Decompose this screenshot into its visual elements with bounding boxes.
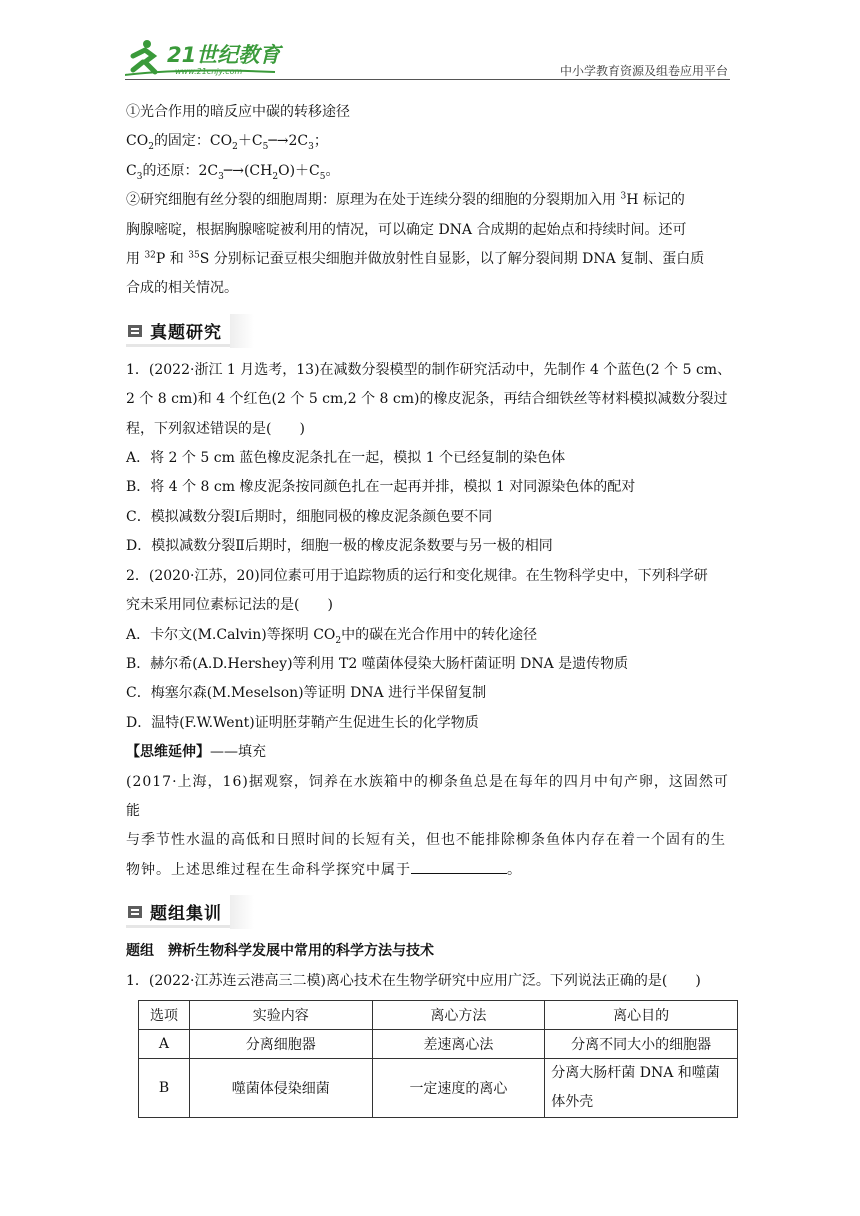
extension-line-2: 与季节性水温的高低和日照时间的长短有关，但也不能排除柳条鱼体内存在着一个固有的生 xyxy=(126,832,726,849)
extension-line-1: (2017·上海，16)据观察，饲养在水族箱中的柳条鱼总是在每年的四月中旬产卵，这固然可能 xyxy=(126,773,729,819)
extension-heading: 【思维延伸】——填充 xyxy=(126,744,266,761)
section-heading-zhenti xyxy=(126,314,738,348)
table-header-cell: 选项 xyxy=(139,1000,190,1029)
q1-line-3: 程，下列叙述错误的是( ) xyxy=(126,420,305,437)
q2-line-1: 2．(2020·江苏，20)同位素可用于追踪物质的运行和变化规律。在生物科学史中，下列科学研 xyxy=(126,567,708,584)
section-heading-tizu xyxy=(126,895,738,929)
section-list-icon xyxy=(128,325,142,337)
q3-line-1: 1．(2022·江苏连云港高三二模)离心技术在生物学研究中应用广泛。下列说法正确的是( ) xyxy=(126,972,701,989)
q2-option-d: D．温特(F.W.Went)证明胚芽鞘产生促进生长的化学物质 xyxy=(126,714,479,731)
intro-line-7: 合成的相关情况。 xyxy=(126,280,238,297)
section-title: 真题研究 xyxy=(150,322,222,343)
section-title: 题组集训 xyxy=(150,904,222,925)
table-header-cell: 实验内容 xyxy=(189,1000,372,1029)
q1-option-c: C．模拟减数分裂Ⅰ后期时，细胞同极的橡皮泥条颜色要不同 xyxy=(126,508,493,525)
svg-text:www.21cnjy.com: www.21cnjy.com xyxy=(175,67,243,76)
q1-option-a: A．将 2 个 5 cm 蓝色橡皮泥条扎在一起，模拟 1 个已经复制的染色体 xyxy=(126,450,566,467)
21cnjy-logo xyxy=(125,38,285,78)
table-cell: 分离不同大小的细胞器 xyxy=(545,1029,738,1058)
table-cell: 一定速度的离心 xyxy=(372,1058,545,1117)
intro-line-5: 胸腺嘧啶，根据胸腺嘧啶被利用的情况，可以确定 DNA 合成期的起始点和持续时间。还可 xyxy=(126,221,687,238)
table-cell: B xyxy=(139,1058,190,1117)
table-cell: 噬菌体侵染细菌 xyxy=(189,1058,372,1117)
table-header-row xyxy=(139,1000,738,1029)
extension-line-3: 物钟。上述思维过程在生命科学探究中属于 。 xyxy=(126,856,738,885)
header-divider xyxy=(125,79,730,80)
answer-blank[interactable] xyxy=(411,859,507,874)
intro-line-1: ①光合作用的暗反应中碳的转移途径 xyxy=(126,104,350,120)
svg-text:21世纪教育: 21世纪教育 xyxy=(167,43,281,67)
q1-option-d: D．模拟减数分裂Ⅱ后期时，细胞一极的橡皮泥条数要与另一极的相同 xyxy=(126,538,553,555)
table-row xyxy=(139,1029,738,1058)
intro-line-2: $CO_2$的固定：$CO_2+C_5─\to 2C_3$； xyxy=(126,133,328,153)
page-content xyxy=(126,98,738,1118)
q1-line-1: 1．(2022·浙江 1 月选考，13)在减数分裂模型的制作研究活动中，先制作 4 个蓝色(2 个 5 cm、 xyxy=(126,361,732,378)
platform-name: 中小学教育资源及组卷应用平台 xyxy=(559,64,728,78)
q2-option-b: B．赫尔希(A.D.Hershey)等利用 T2 噬菌体侵染大肠杆菌证明 DNA 是遗传物质 xyxy=(126,655,629,672)
q2-line-2: 究未采用同位素标记法的是( ) xyxy=(126,597,333,614)
page-header xyxy=(125,30,730,80)
intro-line-4: ②研究细胞有丝分裂的细胞周期：原理为在处于连续分裂的细胞的分裂期加入用 $^3$H 标记的 xyxy=(126,191,685,209)
q2-option-c: C．梅塞尔森(M.Meselson)等证明 DNA 进行半保留复制 xyxy=(126,685,487,702)
q1-line-2: 2 个 8 cm)和 4 个红色(2 个 5 cm,2 个 8 cm)的橡皮泥条，再结合细铁丝等材料模拟减数分裂过 xyxy=(126,391,728,408)
table-cell: 分离细胞器 xyxy=(189,1029,372,1058)
table-header-cell: 离心目的 xyxy=(545,1000,738,1029)
table-cell: A xyxy=(139,1029,190,1058)
table-row xyxy=(139,1058,738,1117)
table-cell: 差速离心法 xyxy=(372,1029,545,1058)
q1-option-b: B．将 4 个 8 cm 橡皮泥条按同颜色扎在一起再并排，模拟 1 对同源染色体的配对 xyxy=(126,479,636,496)
group-title: 题组 辨析生物科学发展中常用的科学方法与技术 xyxy=(126,943,434,960)
intro-line-6: 用 $^{32}$P 和 $^{35}$S 分别标记蚕豆根尖细胞并做放射性自显影，以了解分裂间期 DNA 复制、蛋白质 xyxy=(126,250,705,268)
table-cell: 分离大肠杆菌 DNA 和噬菌 体外壳 xyxy=(545,1058,738,1117)
q2-option-a: A．卡尔文(M.Calvin)等探明 $CO_2$中的碳在光合作用中的转化途径 xyxy=(126,626,538,646)
table-header-cell: 离心方法 xyxy=(372,1000,545,1029)
section-list-icon xyxy=(128,906,142,918)
centrifuge-table xyxy=(138,1000,738,1118)
intro-line-3: $C_3$的还原：$2C_3─\to(CH_2O)+C_5$。 xyxy=(126,162,340,182)
